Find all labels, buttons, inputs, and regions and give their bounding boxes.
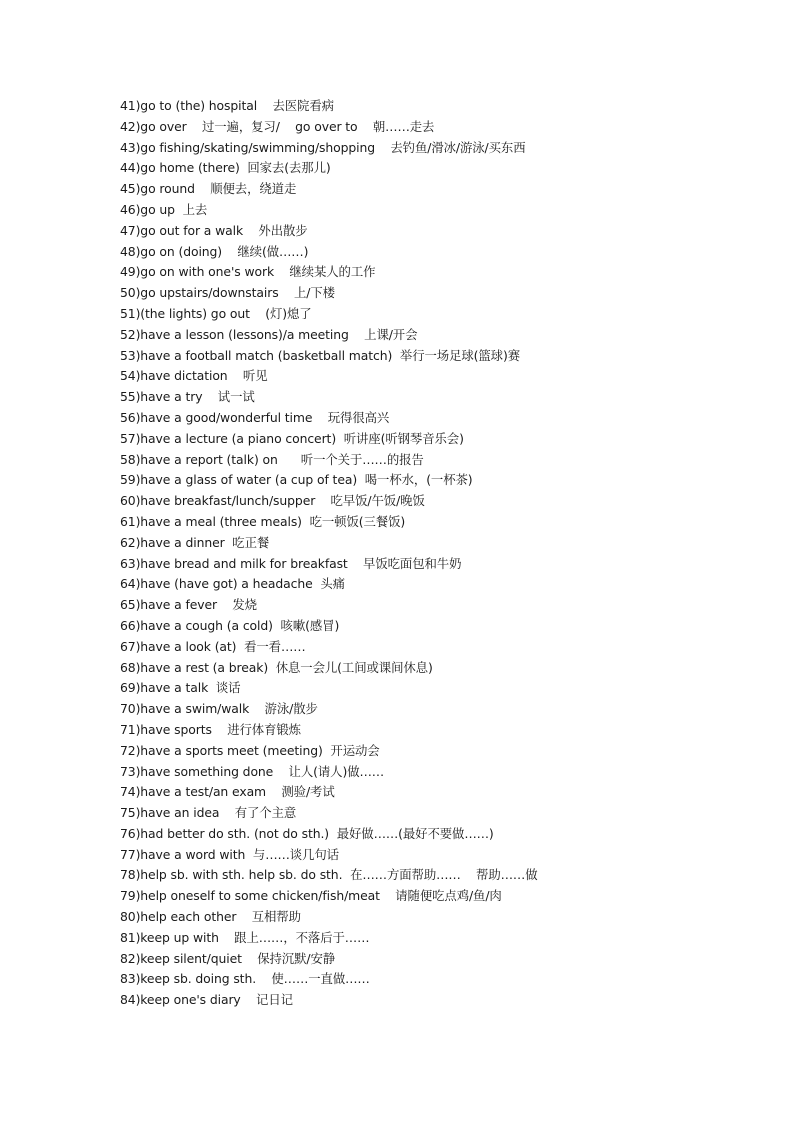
phrase-line: 77)have a word with 与……谈几句话 (120, 846, 339, 862)
phrase-line: 46)go up 上去 (120, 201, 208, 217)
phrase-line: 73)have something done 让人(请人)做…… (120, 763, 385, 779)
phrase-line: 60)have breakfast/lunch/supper 吃早饭/午饭/晚饭 (120, 493, 425, 509)
phrase-line: 72)have a sports meet (meeting) 开运动会 (120, 742, 380, 758)
phrase-line: 82)keep silent/quiet 保持沉默/安静 (120, 950, 336, 966)
phrase-line: 62)have a dinner 吃正餐 (120, 534, 270, 550)
phrase-line: 45)go round 顺便去，绕道走 (120, 181, 297, 197)
phrase-line: 49)go on with one's work 继续某人的工作 (120, 264, 376, 280)
phrase-line: 84)keep one's diary 记日记 (120, 992, 293, 1008)
phrase-line: 83)keep sb. doing sth. 使……一直做…… (120, 971, 370, 987)
phrase-line: 50)go upstairs/downstairs 上/下楼 (120, 285, 335, 301)
phrase-line: 56)have a good/wonderful time 玩得很高兴 (120, 409, 390, 425)
phrase-line: 47)go out for a walk 外出散步 (120, 222, 308, 238)
phrase-line: 79)help oneself to some chicken/fish/meat 请随便吃点鸡/鱼/肉 (120, 888, 502, 904)
phrase-line: 57)have a lecture (a piano concert) 听讲座(听钢琴音乐会) (120, 430, 464, 446)
phrase-line: 59)have a glass of water (a cup of tea) 喝一杯水，(一杯茶) (120, 472, 473, 488)
phrase-line: 69)have a talk 谈话 (120, 680, 241, 696)
phrase-line: 51)(the lights) go out (灯)熄了 (120, 305, 312, 321)
phrase-line: 41)go to (the) hospital 去医院看病 (120, 98, 334, 113)
phrase-line: 53)have a football match (basketball match) 举行一场足球(篮球)赛 (120, 347, 520, 363)
phrase-line: 58)have a report (talk) on 听一个关于……的报告 (120, 451, 424, 467)
phrase-line: 63)have bread and milk for breakfast 早饭吃面包和牛奶 (120, 555, 462, 571)
phrase-line: 80)help each other 互相帮助 (120, 909, 301, 925)
phrase-list (120, 96, 760, 1011)
phrase-line: 65)have a fever 发烧 (120, 597, 257, 613)
phrase-line: 70)have a swim/walk 游泳/散步 (120, 701, 318, 717)
phrase-line: 44)go home (there) 回家去(去那儿) (120, 160, 331, 176)
phrase-line: 54)have dictation 听见 (120, 368, 268, 384)
phrase-line: 66)have a cough (a cold) 咳嗽(感冒) (120, 617, 340, 633)
phrase-line: 64)have (have got) a headache 头痛 (120, 576, 345, 592)
phrase-line: 67)have a look (at) 看一看…… (120, 638, 306, 654)
phrase-line: 52)have a lesson (lessons)/a meeting 上课/开会 (120, 326, 418, 342)
phrase-line: 48)go on (doing) 继续(做……) (120, 243, 309, 259)
phrase-line: 71)have sports 进行体育锻炼 (120, 721, 301, 737)
phrase-line: 75)have an idea 有了个主意 (120, 805, 297, 821)
phrase-line: 42)go over 过一遍，复习/ go over to 朝……走去 (120, 118, 435, 134)
phrase-line: 76)had better do sth. (not do sth.) 最好做……(最好不要做……) (120, 825, 494, 841)
phrase-line: 55)have a try 试一试 (120, 389, 255, 405)
phrase-line: 61)have a meal (three meals) 吃一顿饭(三餐饭) (120, 513, 406, 529)
phrase-line: 81)keep up with 跟上……，不落后于…… (120, 929, 370, 945)
phrase-line: 74)have a test/an exam 测验/考试 (120, 784, 335, 800)
phrase-line: 68)have a rest (a break) 休息一会儿(工间或课间休息) (120, 659, 433, 675)
phrase-line: 43)go fishing/skating/swimming/shopping 去钓鱼/滑冰/游泳/买东西 (120, 139, 526, 155)
phrase-line: 78)help sb. with sth. help sb. do sth. 在……方面帮助…… 帮助……做 (120, 867, 538, 883)
